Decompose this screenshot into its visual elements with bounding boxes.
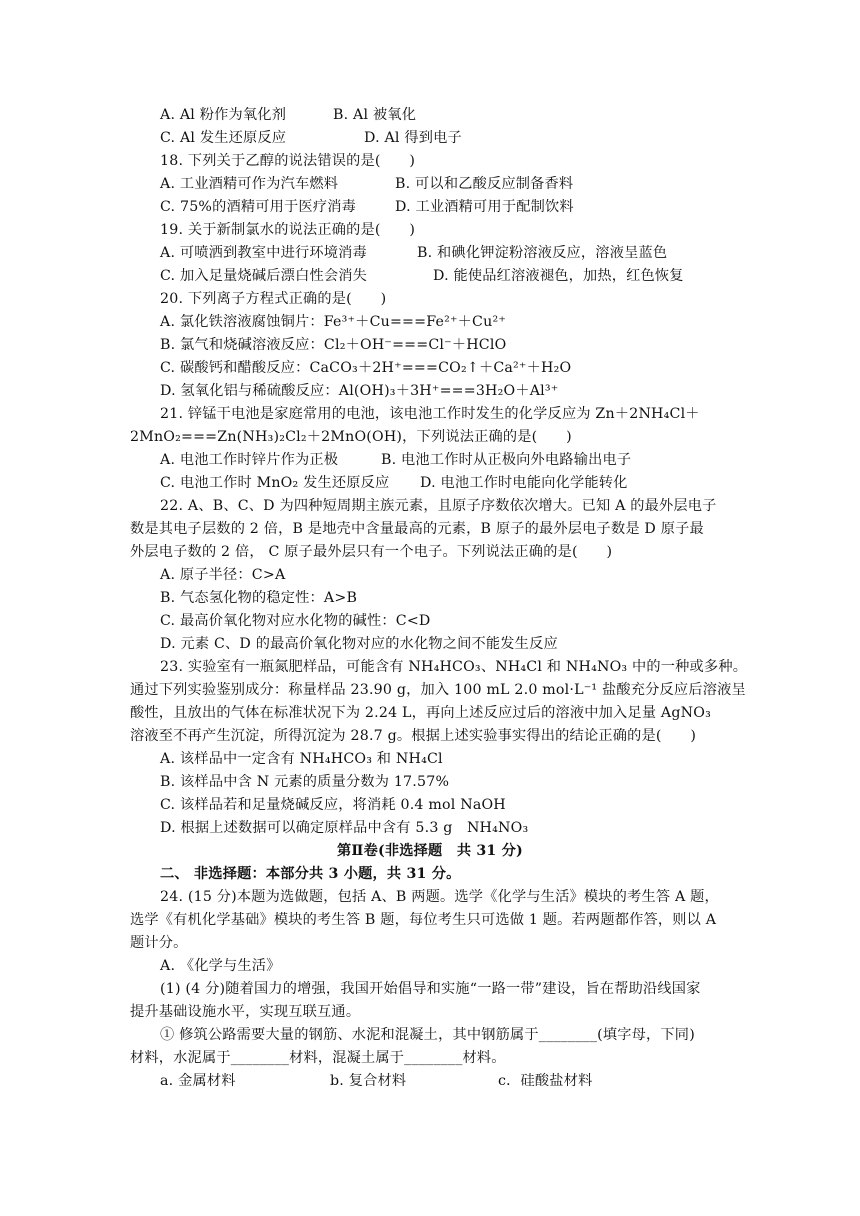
q23-stem-line3: 酸性，且放出的气体在标准状况下为 2.24 L，再向上述反应过后的溶液中加入足量 AgNO₃ [130, 705, 711, 721]
q17-option-b: B. Al 被氧化 [333, 107, 417, 123]
q21-option-d: D. 电池工作时电能向化学能转化 [420, 475, 628, 491]
q17-option-c: C. Al 发生还原反应 [160, 130, 287, 146]
q19-option-c: C. 加入足量烧碱后漂白性会消失 [160, 268, 368, 284]
q17-option-a: A. Al 粉作为氧化剂 [160, 107, 287, 123]
q21-option-c: C. 电池工作时 MnO₂ 发生还原反应 [160, 475, 390, 491]
q22-stem-line1: 22. A、B、C、D 为四种短周期主族元素，且原子序数依次增大。已知 A 的最外层电子 [160, 498, 717, 514]
q19-option-a: A. 可喷洒到教室中进行环境消毒 [160, 245, 367, 261]
q23-stem-line2: 通过下列实验鉴别成分：称量样品 23.90 g，加入 100 mL 2.0 mol·L⁻¹ 盐酸充分反应后溶液呈 [130, 682, 746, 698]
q22-option-a: A. 原子半径：C>A [160, 567, 286, 583]
q21-stem-line2: 2MnO₂===Zn(NH₃)₂Cl₂＋2MnO(OH)，下列说法正确的是( ) [130, 429, 572, 445]
q21-stem-line1: 21. 锌锰干电池是家庭常用的电池，该电池工作时发生的化学反应为 Zn＋2NH₄Cl＋ [160, 406, 700, 422]
q22-option-b: B. 气态氢化物的稳定性：A>B [160, 590, 358, 606]
q19-option-d: D. 能使品红溶液褪色，加热，红色恢复 [433, 268, 684, 284]
q23-option-d: D. 根据上述数据可以确定原样品中含有 5.3 g NH₄NO₃ [160, 820, 529, 836]
q22-stem-line3: 外层电子数的 2 倍， C 原子最外层只有一个电子。下列说法正确的是( ) [130, 544, 613, 560]
q20-stem: 20. 下列离子方程式正确的是( ) [160, 291, 387, 307]
q24-sub1-line2: 材料，水泥属于________材料，混凝土属于________材料。 [130, 1050, 506, 1066]
q21-option-a: A. 电池工作时锌片作为正极 [160, 452, 339, 468]
q18-option-b: B. 可以和乙酸反应制备香料 [395, 176, 574, 192]
q24-line2: 选学《有机化学基础》模块的考生答 B 题，每位考生只可选做 1 题。若两题都作答，则以 A [130, 912, 717, 928]
q20-option-a: A. 氯化铁溶液腐蚀铜片：Fe³⁺＋Cu===Fe²⁺＋Cu²⁺ [160, 314, 507, 330]
section-2-heading: 二、 非选择题：本部分共 3 小题，共 31 分。 [160, 866, 461, 882]
q19-stem: 19. 关于新制氯水的说法正确的是( ) [160, 222, 416, 238]
q18-stem: 18. 下列关于乙醇的说法错误的是( ) [160, 153, 416, 169]
q24-p1-line2: 提升基础设施水平，实现互联互通。 [130, 1004, 361, 1020]
q19-option-b: B. 和碘化钾淀粉溶液反应，溶液呈蓝色 [417, 245, 668, 261]
q24-sub1-line1: ① 修筑公路需要大量的钢筋、水泥和混凝土，其中钢筋属于________(填字母，下同) [160, 1027, 695, 1043]
q22-option-d: D. 元素 C、D 的最高价氧化物对应的水化物之间不能发生反应 [160, 636, 558, 652]
q24-line1: 24. (15 分)本题为选做题，包括 A、B 两题。选学《化学与生活》模块的考生答 A 题， [160, 889, 719, 905]
q18-option-c: C. 75%的酒精可用于医疗消毒 [160, 199, 356, 215]
q20-option-c: C. 碳酸钙和醋酸反应：CaCO₃＋2H⁺===CO₂↑＋Ca²⁺＋H₂O [160, 360, 572, 376]
q24-line3: 题计分。 [130, 935, 188, 951]
q23-stem-line1: 23. 实验室有一瓶氮肥样品，可能含有 NH₄HCO₃、NH₄Cl 和 NH₄NO₃ 中的一种或多种。 [160, 659, 748, 675]
q22-option-c: C. 最高价氧化物对应水化物的碱性：C<D [160, 613, 431, 629]
q18-option-d: D. 工业酒精可用于配制饮料 [395, 199, 574, 215]
q23-stem-line4: 溶液至不再产生沉淀，所得沉淀为 28.7 g。根据上述实验事实得出的结论正确的是( ) [130, 728, 697, 744]
q24-option-c: c．硅酸盐材料 [498, 1073, 593, 1089]
q18-option-a: A. 工业酒精可作为汽车燃料 [160, 176, 339, 192]
q24-p1-line1: (1) (4 分)随着国力的增强，我国开始倡导和实施“一路一带”建设，旨在帮助沿线国家 [160, 981, 701, 997]
section-2-title: 第Ⅱ卷(非选择题 共 31 分) [337, 843, 523, 859]
q24-option-b: b. 复合材料 [330, 1073, 407, 1089]
q24-part-a-heading: A. 《化学与生活》 [160, 958, 281, 974]
q23-option-c: C. 该样品若和足量烧碱反应，将消耗 0.4 mol NaOH [160, 797, 506, 813]
q23-option-b: B. 该样品中含 N 元素的质量分数为 17.57% [160, 774, 450, 790]
q22-stem-line2: 数是其电子层数的 2 倍，B 是地壳中含量最高的元素，B 原子的最外层电子数是 D 原子最 [130, 521, 704, 537]
q20-option-d: D. 氢氧化铝与稀硫酸反应：Al(OH)₃＋3H⁺===3H₂O＋Al³⁺ [160, 383, 559, 399]
q17-option-d: D. Al 得到电子 [364, 130, 462, 146]
q24-option-a: a. 金属材料 [160, 1073, 236, 1089]
q21-option-b: B. 电池工作时从正极向外电路输出电子 [381, 452, 632, 468]
q23-option-a: A. 该样品中一定含有 NH₄HCO₃ 和 NH₄Cl [160, 751, 443, 767]
q20-option-b: B. 氯气和烧碱溶液反应：Cl₂＋OH⁻===Cl⁻＋HClO [160, 337, 507, 353]
